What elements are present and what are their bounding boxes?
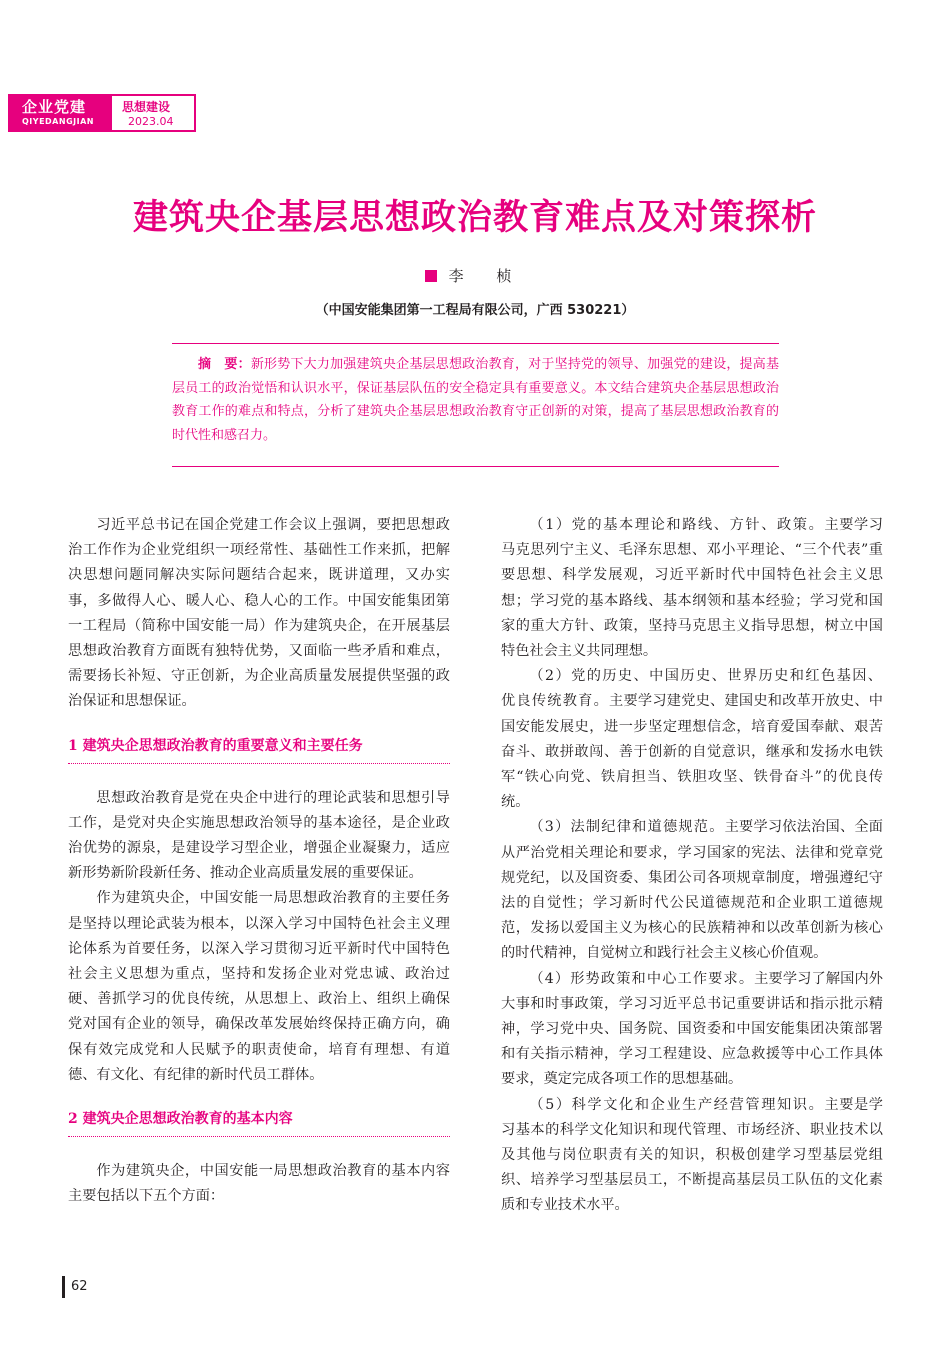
author-affiliation: （中国安能集团第一工程局有限公司，广西 530221） (315, 303, 635, 318)
author-line (0, 265, 950, 286)
item-body: 主要学习马克思列宁主义、毛泽东思想、邓小平理论、“三个代表”重要思想、科学发展观，习近平新时代中国特色社会主义思想；学习党的基本路线、基本纲领和基本经验；学习党和国家的重大方针、政策，坚持马克思主义指导思想，树立中国特色社会主义共同理想。 (501, 517, 883, 660)
paragraph: 思想政治教育是党在央企中进行的理论武装和思想引导工作，是党对央企实施思想政治领导的基本途径，是企业政治优势的源泉，是建设学习型企业，增强企业凝聚力，适应新形势新阶段新任务、推动企业高质量发展的重要保证。 (68, 789, 450, 882)
intro-paragraph: 习近平总书记在国企党建工作会议上强调，要把思想政治工作作为企业党组织一项经常性、基础性工作来抓，把解决思想问题同解决实际问题结合起来，既讲道理，又办实事，多做得人心、暖人心、稳人心的工作。中国安能集团第一工程局（简称中国安能一局）作为建筑央企，在开展基层思想政治教育方面既有独特优势，又面临一些矛盾和难点，需要扬长补短、守正创新，为企业高质量发展提供坚强的政治保证和思想保证。 (68, 517, 450, 710)
item-lead: （3）法制纪律和道德规范。 (529, 819, 725, 836)
item-lead: （2）党的历史、中国历史、世界历史和红色基因、优良传统教育。 (501, 668, 883, 710)
section-heading-2: 2 建筑央企思想政治教育的基本内容 (68, 1108, 450, 1137)
item-body: 主要学习了解国内外大事和时事政策，学习习近平总书记重要讲话和指示批示精神，学习党中央、国务院、国资委和中国安能集团决策部署和有关指示精神，学习工程建设、应急救援等中心工作具体要求，奠定完成各项工作的思想基础。 (501, 970, 883, 1088)
column-name-block (8, 94, 112, 132)
item-body: 主要学习建党史、建国史和改革开放史、中国安能发展史，进一步坚定理想信念，培育爱国奉献、艰苦奋斗、敢拼敢闯、善于创新的自觉意识，继承和发扬水电铁军“铁心向党、铁肩担当、铁胆攻坚、铁骨奋斗”的优良传统。 (501, 693, 883, 811)
paragraph: 作为建筑央企，中国安能一局思想政治教育的基本内容主要包括以下五个方面： (68, 1163, 450, 1205)
abstract-text: 新形势下大力加强建筑央企基层思想政治教育，对于坚持党的领导、加强党的建设，提高基层员工的政治觉悟和认识水平，保证基层队伍的安全稳定具有重要意义。本文结合建筑央企基层思想政治教育工作的难点和特点，分析了建筑央企基层思想政治教育守正创新的对策，提高了基层思想政治教育的时代性和感召力。 (172, 357, 779, 443)
author-marker-icon (425, 270, 437, 282)
paragraph: 作为建筑央企，中国安能一局思想政治教育的主要任务是坚持以理论武装为根本，以深入学习中国特色社会主义理论体系为首要任务，以深入学习贯彻习近平新时代中国特色社会主义思想为重点，坚持和发扬企业对党忠诚、政治过硬、善抓学习的优良传统，从思想上、政治上、组织上确保党对国有企业的领导，确保改革发展始终保持正确方向，确保有效完成党和人民赋予的职责使命，培育有理想、有道德、有文化、有纪律的新时代员工群体。 (68, 890, 450, 1083)
content-item-4 (501, 967, 883, 1093)
content-item-1 (501, 513, 883, 664)
column-name-en: QIYEDANGJIAN (22, 117, 94, 126)
issue-date: 2023.04 (128, 115, 174, 128)
left-column (68, 513, 450, 1209)
author-name: 李 桢 (448, 267, 526, 285)
section-block (112, 94, 196, 132)
abstract-bottom-rule (172, 466, 779, 467)
content-item-2 (501, 664, 883, 815)
item-body: 主要学习依法治国、全面从严治党相关理论和要求，学习国家的宪法、法律和党章党规党纪，以及国资委、集团公司各项规章制度，增强遵纪守法的自觉性；学习新时代公民道德规范和企业职工道德规范，发扬以爱国主义为核心的民族精神和以改革创新为核心的时代精神，自觉树立和践行社会主义核心价值观。 (501, 819, 883, 962)
article-title: 建筑央企基层思想政治教育难点及对策探析 (132, 198, 817, 238)
column-name-zh: 企业党建 (22, 98, 87, 116)
item-lead: （4）形势政策和中心工作要求。 (529, 970, 755, 987)
journal-column-badge (8, 94, 196, 132)
abstract-label: 摘 要： (198, 357, 251, 372)
page-number: 62 (62, 1276, 88, 1298)
section-name: 思想建设 (122, 100, 171, 114)
item-body: 主要是学习基本的科学文化知识和现代管理、市场经济、职业技术以及其他与岗位职责有关的知识，积极创建学习型基层党组织、培养学习型基层员工，不断提高基层员工队伍的文化素质和专业技术水平。 (501, 1096, 883, 1214)
content-item-3 (501, 815, 883, 966)
abstract (172, 353, 779, 447)
abstract-top-rule (172, 343, 779, 344)
item-lead: （1）党的基本理论和路线、方针、政策。 (529, 517, 825, 533)
right-column (501, 513, 883, 1219)
item-lead: （5）科学文化和企业生产经营管理知识。 (529, 1096, 825, 1113)
content-item-5 (501, 1093, 883, 1219)
section-heading-1: 1 建筑央企思想政治教育的重要意义和主要任务 (68, 735, 450, 764)
